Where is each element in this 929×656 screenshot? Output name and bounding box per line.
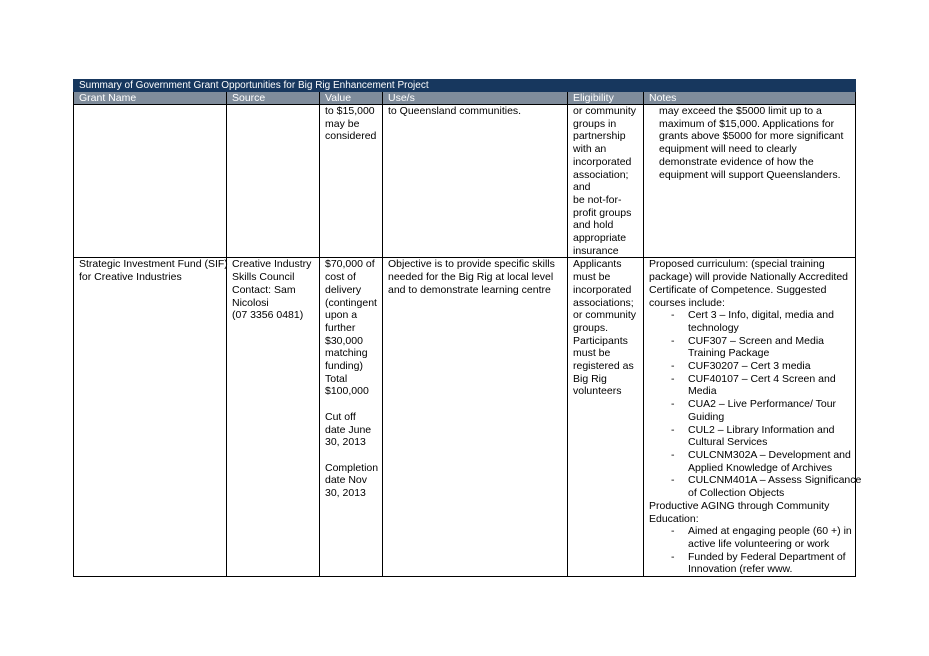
list-item-text: Cultural Services xyxy=(688,436,768,449)
list-item-text: Cert 3 – Info, digital, media and xyxy=(688,309,834,322)
text-line: package) will provide Nationally Accredited xyxy=(649,271,849,284)
list-item-text: Innovation (refer www. xyxy=(688,563,793,576)
header-grant-name: Grant Name xyxy=(74,92,227,105)
text-line: date June xyxy=(325,423,372,436)
text-line: date Nov xyxy=(325,474,368,487)
list-item-text: Guiding xyxy=(688,410,725,423)
text-line: Proposed curriculum: (special training xyxy=(649,258,825,271)
text-line: to $15,000 xyxy=(325,105,375,117)
text-line: maximum of $15,000. Applications for xyxy=(659,117,835,130)
list-item-text: Media xyxy=(688,385,717,398)
text-line: or community xyxy=(573,105,637,117)
bullet-dash: - xyxy=(671,334,675,347)
text-line: to Queensland communities. xyxy=(388,105,522,117)
list-item xyxy=(649,551,850,576)
list-item-text: Applied Knowledge of Archives xyxy=(688,461,833,474)
cutoff-date xyxy=(325,411,377,449)
text-line: further xyxy=(325,321,356,334)
text-line: demonstrate evidence of how the xyxy=(659,155,814,168)
text-line: matching xyxy=(325,347,368,360)
text-line: $100,000 xyxy=(325,385,369,398)
value-cell xyxy=(320,258,383,577)
list-item-text: technology xyxy=(688,321,739,334)
notes-cell xyxy=(644,105,856,258)
list-item xyxy=(649,449,850,474)
text-line: (contingent xyxy=(325,296,377,309)
text-line: delivery xyxy=(325,283,362,296)
list-item-text: Training Package xyxy=(688,347,770,360)
list-item xyxy=(649,474,862,500)
text-line: grants above $5000 for more significant xyxy=(659,130,844,143)
eligibility-cell xyxy=(568,105,644,258)
bullet-dash: - xyxy=(671,550,675,563)
uses-cell xyxy=(383,105,568,258)
text-line: Strategic Investment Fund (SIF) xyxy=(79,258,228,271)
bullet-dash: - xyxy=(671,309,675,322)
text-line: Creative Industry xyxy=(232,258,312,271)
text-line: for Creative Industries xyxy=(79,271,182,284)
text-line: $30,000 xyxy=(325,334,363,347)
header-eligibility: Eligibility xyxy=(568,92,644,105)
list-item-text: CULCNM401A – Assess Significance xyxy=(688,474,862,487)
text-line: Objective is to provide specific skills xyxy=(388,258,555,271)
source-cell xyxy=(227,258,320,577)
list-item-text: CUF40107 – Cert 4 Screen and xyxy=(688,372,836,385)
text-line: be not-for- xyxy=(573,193,622,206)
text-line: associations; xyxy=(573,296,634,309)
text-line: must be xyxy=(573,271,611,284)
notes-intro xyxy=(649,258,850,309)
text-line: 30, 2013 xyxy=(325,436,366,449)
list-item xyxy=(649,360,850,373)
table-title: Summary of Government Grant Opportunities for Big Rig Enhancement Project xyxy=(74,80,856,92)
bullet-dash: - xyxy=(671,423,675,436)
value-amount xyxy=(325,258,377,398)
list-item-text: CUF30207 – Cert 3 media xyxy=(688,360,811,373)
text-line: incorporated xyxy=(573,155,632,168)
header-uses: Use/s xyxy=(383,92,568,105)
text-line: Total xyxy=(325,372,348,385)
list-item xyxy=(649,525,850,550)
text-line: groups. xyxy=(573,321,609,334)
completion-date xyxy=(325,462,377,500)
bullet-dash: - xyxy=(671,474,675,487)
list-item-text: CULCNM302A – Development and xyxy=(688,448,851,461)
source-cell xyxy=(227,105,320,258)
text-line: or community xyxy=(573,309,637,322)
text-line: needed for the Big Rig at local level xyxy=(388,271,554,284)
aging-list xyxy=(649,525,850,576)
text-line: Cut off xyxy=(325,410,356,423)
text-line: and hold xyxy=(573,219,614,232)
grant-summary-table xyxy=(73,79,862,577)
text-line: profit groups xyxy=(573,206,632,219)
text-line: Participants xyxy=(573,334,628,347)
bullet-dash: - xyxy=(671,360,675,373)
uses-cell xyxy=(383,258,568,577)
text-line: association; xyxy=(573,168,629,181)
bullet-dash: - xyxy=(671,398,675,411)
text-line: must be xyxy=(573,347,611,360)
header-source: Source xyxy=(227,92,320,105)
table-title-row xyxy=(74,80,856,92)
aging-heading xyxy=(649,500,850,525)
text-line: Big Rig xyxy=(573,372,607,385)
text-line: incorporated xyxy=(573,283,632,296)
list-item xyxy=(649,424,850,449)
text-line: partnership xyxy=(573,130,626,143)
text-line: Applicants xyxy=(573,258,622,271)
course-list xyxy=(649,309,862,500)
value-cell xyxy=(320,105,383,258)
text-line: funding) xyxy=(325,360,363,373)
text-line: courses include: xyxy=(649,296,725,309)
text-line: may exceed the $5000 limit up to a xyxy=(659,105,822,117)
text-line: Productive AGING through Community xyxy=(649,499,830,512)
list-item-text: CUL2 – Library Information and xyxy=(688,423,835,436)
list-item xyxy=(649,309,850,334)
bullet-dash: - xyxy=(671,372,675,385)
text-line: (07 3356 0481) xyxy=(232,309,304,322)
text-line: Education: xyxy=(649,512,699,525)
text-line: cost of xyxy=(325,271,356,284)
text-line: groups in xyxy=(573,117,617,130)
text-line: appropriate xyxy=(573,232,627,245)
text-line: with an xyxy=(573,143,607,156)
list-item-text: CUF307 – Screen and Media xyxy=(688,334,824,347)
grant-name-cell xyxy=(74,258,227,577)
table-row xyxy=(74,258,856,577)
header-value: Value xyxy=(320,92,383,105)
bullet-dash: - xyxy=(671,525,675,538)
eligibility-cell xyxy=(568,258,644,577)
notes-cell xyxy=(644,258,862,577)
text-line: and xyxy=(573,181,591,194)
text-line: Contact: Sam xyxy=(232,283,296,296)
text-line: Certificate of Competence. Suggested xyxy=(649,283,827,296)
text-line: $70,000 of xyxy=(325,258,375,271)
list-item xyxy=(649,398,850,423)
list-item-text: of Collection Objects xyxy=(688,487,785,500)
list-item-text: Funded by Federal Department of xyxy=(688,550,846,563)
text-line: insurance xyxy=(573,244,619,257)
text-line: volunteers xyxy=(573,385,622,398)
text-line: Nicolosi xyxy=(232,296,269,309)
text-line: registered as xyxy=(573,360,634,373)
grant-name-cell xyxy=(74,105,227,258)
list-item-text: CUA2 – Live Performance/ Tour xyxy=(688,398,837,411)
text-line: equipment will support Queenslanders. xyxy=(659,168,841,181)
text-line: upon a xyxy=(325,309,358,322)
text-line: Completion xyxy=(325,461,379,474)
text-line: equipment will need to clearly xyxy=(659,143,797,156)
table-header-row xyxy=(74,92,856,105)
text-line: and to demonstrate learning centre xyxy=(388,283,551,296)
list-item-text: active life volunteering or work xyxy=(688,537,830,550)
header-notes: Notes xyxy=(644,92,856,105)
table-row xyxy=(74,105,856,258)
list-item-text: Aimed at engaging people (60 +) in xyxy=(688,525,852,538)
text-line: may be xyxy=(325,117,360,130)
text-line: Skills Council xyxy=(232,271,295,284)
list-item xyxy=(649,335,850,360)
text-line: 30, 2013 xyxy=(325,487,366,500)
list-item xyxy=(649,373,850,398)
text-line: considered xyxy=(325,130,377,143)
bullet-dash: - xyxy=(671,448,675,461)
